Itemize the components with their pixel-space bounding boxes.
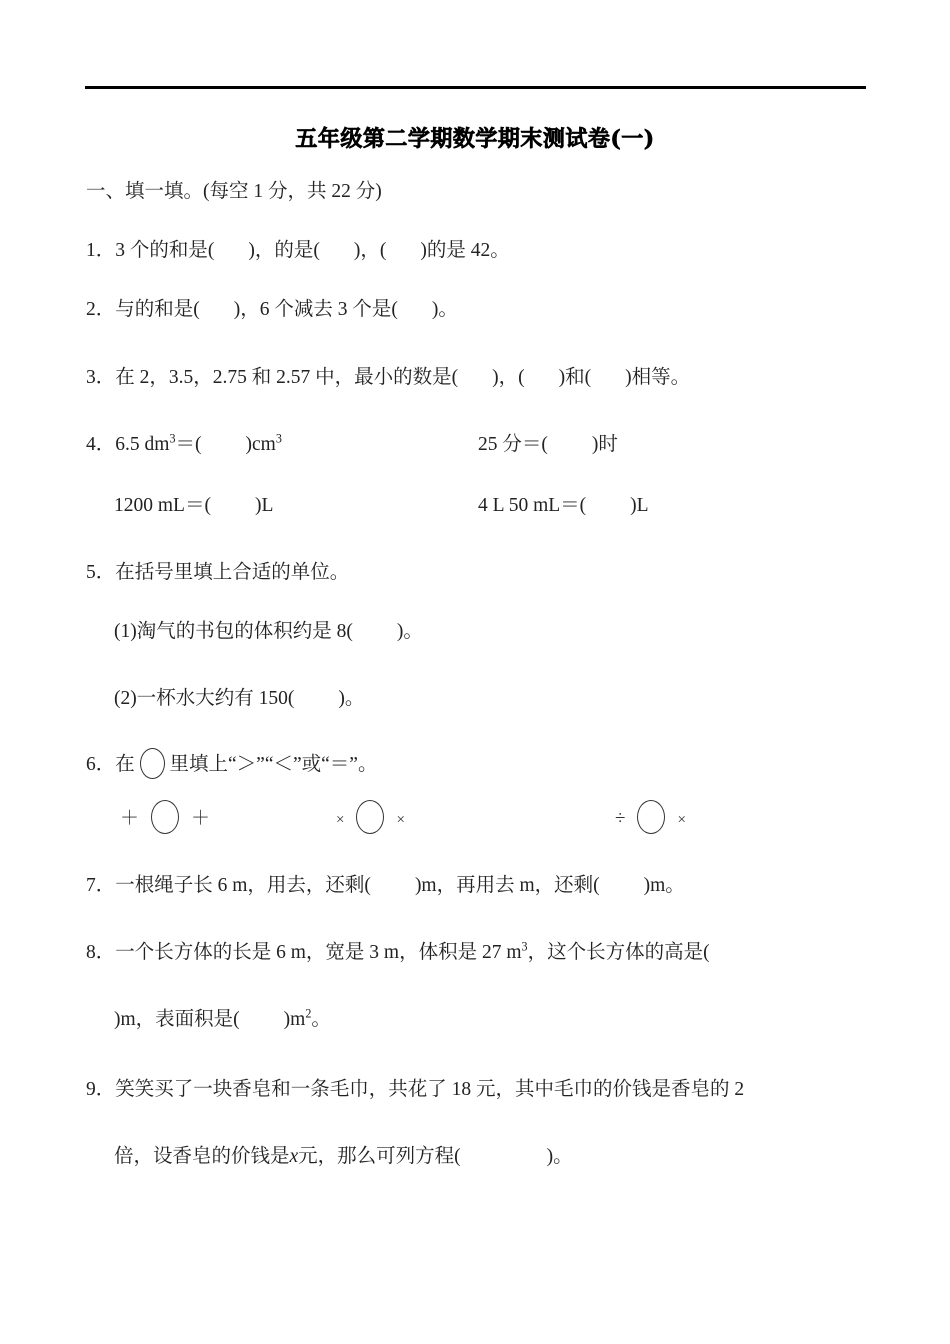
- page-title: 五年级第二学期数学期末测试卷(一): [295, 126, 655, 152]
- question-4-volume2-expr: 4 L 50 mL＝(: [478, 495, 587, 516]
- header-rule: [85, 86, 866, 89]
- question-1-text-a: 3 个的和是(: [115, 240, 215, 261]
- question-3-text-d: )相等。: [625, 367, 691, 388]
- times-sign-right: ×: [677, 812, 686, 828]
- question-2-text-a: 与的和是(: [115, 299, 200, 320]
- question-9-line1: [86, 1080, 744, 1100]
- question-6: [86, 748, 377, 779]
- question-5-sub1-tail: )。: [396, 621, 423, 642]
- plus-sign-right: ＋: [191, 808, 211, 829]
- question-8-text-a: 一个长方体的长是 6 m，宽是 3 m，体积是 27 m: [115, 942, 522, 963]
- times-sign-right: ×: [396, 812, 405, 828]
- circle-blank-icon[interactable]: [140, 748, 165, 779]
- question-2: [86, 300, 458, 320]
- plus-sign-left: ＋: [120, 808, 140, 829]
- divide-sign-left: ÷: [615, 808, 626, 829]
- circle-blank-icon[interactable]: [151, 800, 179, 834]
- question-4-line2-left: [114, 496, 273, 516]
- superscript: 3: [275, 431, 282, 446]
- question-4-line2-right: [478, 496, 649, 516]
- question-6-group-2: [336, 800, 405, 834]
- superscript: 2: [305, 1006, 312, 1021]
- question-9-text-c: )。: [546, 1146, 573, 1167]
- question-7-text-c: )m。: [643, 875, 685, 896]
- question-6-number: 6．: [86, 754, 116, 775]
- question-3-text-a: 在 2，3.5，2.75 和 2.57 中，最小的数是(: [115, 367, 459, 388]
- question-1-text-b: )，的是(: [248, 240, 320, 261]
- question-4-volume2-unit: )L: [630, 495, 649, 516]
- question-4-line1-right: [478, 435, 618, 455]
- question-8-text-d: )m: [283, 1009, 306, 1030]
- question-5-prompt: 在括号里填上合适的单位。: [115, 562, 350, 583]
- question-9-text-a: 倍，设香皂的价钱是: [114, 1146, 290, 1167]
- question-6-group-3: [615, 800, 686, 834]
- question-1: [86, 241, 510, 261]
- times-sign-left: ×: [336, 812, 345, 828]
- question-4-eq: ＝(: [175, 434, 202, 455]
- question-4-unit: )cm: [245, 434, 276, 455]
- question-7-text-b: )m，再用去 m，还剩(: [414, 875, 600, 896]
- question-6-prompt-a: 在: [115, 754, 135, 775]
- variable-x: x: [289, 1146, 299, 1167]
- question-5-number: 5．: [86, 562, 116, 583]
- question-2-text-b: )，6 个减去 3 个是(: [233, 299, 398, 320]
- question-3-number: 3．: [86, 367, 116, 388]
- superscript: 3: [169, 431, 176, 446]
- question-7: [86, 876, 685, 896]
- question-5-sub1-text: (1)淘气的书包的体积约是 8(: [114, 621, 353, 642]
- superscript: 3: [521, 939, 528, 954]
- question-3-text-c: )和(: [558, 367, 592, 388]
- question-6-prompt-b: 里填上“＞”“＜”或“＝”。: [169, 754, 378, 775]
- question-2-text-c: )。: [431, 299, 458, 320]
- question-5-sub-2: [114, 689, 364, 709]
- question-4-line1-left: [86, 431, 282, 455]
- question-4-time-unit: )时: [591, 434, 618, 455]
- question-8-number: 8．: [86, 942, 116, 963]
- section-heading: 一、填一填。(每空 1 分，共 22 分): [86, 181, 382, 202]
- question-9-line2: [114, 1147, 573, 1167]
- question-4-number: 4．: [86, 434, 116, 455]
- question-7-number: 7．: [86, 875, 116, 896]
- question-9-text-b: 元，那么可列方程(: [298, 1146, 461, 1167]
- question-7-text-a: 一根绳子长 6 m，用去，还剩(: [115, 875, 371, 896]
- question-8-line1: [86, 939, 710, 963]
- question-1-text-c: )，(: [353, 240, 387, 261]
- question-4-volume-unit: )L: [254, 495, 274, 516]
- question-4-unit-expr: 6.5 dm: [115, 434, 170, 455]
- question-8-text-c: )m，表面积是(: [114, 1009, 240, 1030]
- question-8-line2: [114, 1006, 331, 1030]
- circle-blank-icon[interactable]: [637, 800, 665, 834]
- question-5: [86, 563, 349, 583]
- question-8-text-b: ，这个长方体的高是(: [527, 942, 710, 963]
- question-5-sub-1: [114, 622, 423, 642]
- question-8-text-e: 。: [311, 1009, 331, 1030]
- question-5-sub2-tail: )。: [338, 688, 365, 709]
- question-2-number: 2．: [86, 299, 116, 320]
- question-4-volume-expr: 1200 mL＝(: [114, 495, 211, 516]
- question-1-text-d: )的是 42。: [420, 240, 510, 261]
- question-9-number: 9．: [86, 1079, 116, 1100]
- question-6-group-1: [120, 800, 210, 834]
- question-3: [86, 368, 690, 388]
- circle-blank-icon[interactable]: [356, 800, 384, 834]
- question-5-sub2-text: (2)一杯水大约有 150(: [114, 688, 295, 709]
- question-9-text-line1: 笑笑买了一块香皂和一条毛巾，共花了 18 元，其中毛巾的价钱是香皂的 2: [115, 1079, 745, 1100]
- question-3-text-b: )，(: [492, 367, 525, 388]
- question-1-number: 1．: [86, 240, 116, 261]
- question-4-time-expr: 25 分＝(: [478, 434, 548, 455]
